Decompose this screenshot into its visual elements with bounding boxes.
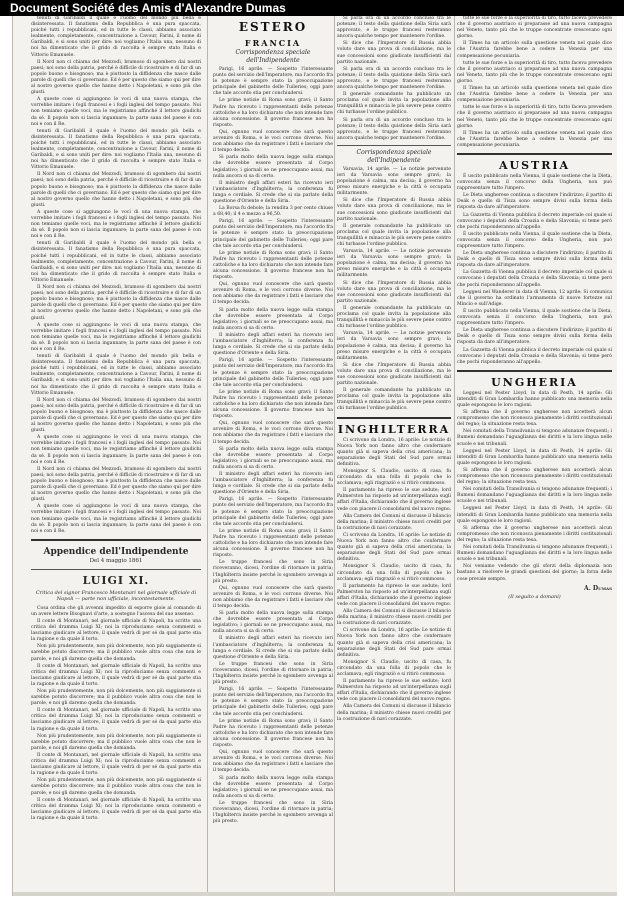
article-paragraph: Varsavia, 14 aprile. — Le notizie pervenute ieri da Varsavia sono sempre gravi; la popolazione è calma, ma decisa; il governo ha preso misure energiche e la città è occupata militarmente. (337, 249, 451, 279)
article-paragraph: Si afferma che il governo ungherese non accetterà alcun compromesso che non riconosca pienamente i diritti costituzionali del regno; la situazione resta tesa. (457, 525, 612, 543)
author-signature: A. Dumas (584, 584, 612, 592)
article-paragraph: Si dice che l'Imperatore di Russia abbia voluto dare una prova di conciliazione, ma le sue concessioni sono giudicate insufficienti dal partito nazionale. (337, 280, 451, 304)
article-paragraph: Si parla molto della nuova legge sulla stampa che dovrebbe essere presentata al Corpo legislativo; i giornali se ne preoccupano assai, ma nulla ancora si sa di certo. (213, 446, 333, 470)
article-paragraph: Le truppe francesi che sono in Siria riceveranno, dicesi, l'ordine di ritornare in patria; l'Inghilterra insiste perché lo sgombero avvenga al più presto. (213, 800, 333, 825)
article-paragraph: La Gazzetta di Vienna pubblica il decreto imperiale col quale si convocano i deputati della Croazia e della Slavonia; si teme però che pochi risponderanno all'appello. (457, 347, 612, 365)
article-paragraph: Il conte di Montanari, nel giornale ufficiale di Napoli, ha scritto una critica del dramma Luigi XI; noi la riproduciamo senza commenti e lasciamo giudicare al lettore, il quale vedrà di per sé da qual parte stia la ragione e da quale il torto. (31, 708, 201, 732)
article-paragraph: Ci scrivono da Londra, 16 aprile: Le notizie di Nuova York non fanno altro che confermare quanto già si sapeva della crisi americana; la separazione degli Stati del Sud pare ormai definitiva. (337, 437, 451, 467)
article-paragraph: Le truppe francesi che sono in Siria riceveranno, dicesi, l'ordine di ritornare in patria; l'Inghilterra insiste perché lo sgombero avvenga al più presto. (213, 661, 333, 686)
article-paragraph: Il Times ha un articolo sulla questione veneta nel quale dice che l'Austria farebbe bene a cedere la Venezia per una compensazione pecuniaria. (457, 130, 612, 148)
article-paragraph: Non più prudentemente, non più dolcemente, non più saggiamente si sarebbe potuto discorrere; ma il pubblico vuole altra cosa che non le parole, e noi gli daremo quella che domanda. (31, 778, 201, 796)
section-divider (31, 539, 201, 541)
article-paragraph: Si parla ora di un accordo concluso tra le potenze; il testo della quistione della Siria sarà approvato, e le truppe francesi resteranno ancora qualche tempo per mantenere l'ordine. (337, 117, 451, 141)
section-divider (457, 153, 612, 155)
article-paragraph: Il conte di Montanari, nel giornale ufficiale di Napoli, ha scritto una critica del dramma Luigi XI; noi la riproduciamo senza commenti e lasciamo giudicare al lettore, il quale vedrà di per sé da qual parte stia la ragione e da quale il torto. (31, 752, 201, 777)
article-paragraph: Si parla molto della nuova legge sulla stampa che dovrebbe essere presentata al Corpo legislativo; i giornali se ne preoccupano assai, ma nulla ancora si sa di certo. (213, 775, 333, 799)
article-paragraph: Si parla molto della nuova legge sulla stampa che dovrebbe essere presentata al Corpo legislativo; i giornali se ne preoccupano assai, ma nulla ancora si sa di certo. (213, 307, 333, 331)
article-paragraph: Varsavia, 14 aprile. — Le notizie pervenute ieri da Varsavia sono sempre gravi; la popolazione è calma, ma decisa; il governo ha preso misure energiche e la città è occupata militarmente. (337, 166, 451, 197)
article-paragraph: La Borsa fu debole; la rendita 3 per cento chiuse a 68,40; il 4 e mezzo a 96,50. (213, 206, 333, 218)
article-paragraph: Non più prudentemente, non più dolcemente, non più saggiamente si sarebbe potuto discorrere; ma il pubblico vuole altra cosa che non le parole, e noi gli daremo quella che domanda. (31, 644, 201, 662)
page-bottom-edge (13, 892, 617, 896)
section-divider (457, 370, 612, 372)
article-paragraph: Le prime notizie di Roma sono gravi; il Santo Padre ha ricevuto i rappresentanti delle potenze cattoliche e ha loro dichiarato che non intende fare alcuna concessione. Il governo francese non ha risposto. (213, 718, 333, 749)
article-paragraph: A queste cose si aggiungono le voci di una nuova stampa, che vorrebbe imitare i fogli francesi e i fogli inglesi del tempo passato. Noi non temiamo quelle voci, ma le registriamo affinché il lettore giudichi da sé. Il popolo non si lascia ingannare; la parte sana del paese è con noi e con il Re. (31, 209, 201, 240)
article-paragraph: Alla Camera dei Comuni si discusse il bilancio della marina; il ministro chiese nuovi crediti per la costruzione di navi corazzate. (337, 609, 451, 627)
article-paragraph: Il Times ha un articolo sulla questione veneta nel quale dice che l'Austria farebbe bene a cedere la Venezia per una compensazione pecuniaria. (457, 86, 612, 104)
francia-heading: FRANCIA (244, 38, 302, 48)
article-paragraph: A queste cose si aggiungono le voci di una nuova stampa, che vorrebbe imitare i fogli francesi e i fogli inglesi del tempo passato. Noi non temiamo quelle voci, ma le registriamo affinché il lettore giudichi da sé. Il popolo non si lascia ingannare; la parte sana del paese è con noi e con il Re. (31, 322, 201, 352)
article-paragraph: È uscito pubblicato nella Vienna, il quale sostiene che la Dieta, convocata senza il concorso della Ungheria, non può rappresentare tutto l'impero. (457, 173, 612, 192)
column-rule (334, 16, 335, 896)
article-paragraph: tutte le sue forze e la superiorità di tiro, tutto faceva prevedere che il governo austriaco si preparasse ad una nuova campagna nel Veneto, tanto più che le truppe concentrate crescevano ogni giorno. (457, 105, 612, 129)
article-paragraph: Leggesi nel Wanderer in data di Vienna, 12 aprile: Si comunica che il governo ha ordinato l'armamento di nuove fortezze sul Mincio e sull'Adige. (457, 289, 612, 307)
article-paragraph: Il generale comandante ha pubblicato un proclama col quale invita la popolazione alla tranquillità e minaccia le più severe pene contro chi turbasse l'ordine pubblico. (337, 223, 451, 247)
column-rule (454, 16, 455, 896)
divider (337, 145, 451, 146)
article-paragraph: Cosa ordina che gli avvenni impedito di esporre gioie al comando di un avere lettere Bisognavi d'arte, a sostegno l'ascesa del suo assenso. (31, 605, 201, 617)
article-paragraph: La Gazzetta di Vienna pubblica il decreto imperiale col quale si convocano i deputati della Croazia e della Slavonia; si teme però che pochi risponderanno all'appello. (457, 270, 612, 288)
article-paragraph: tenuti di Garibaldi il quale è l'uomo del mondo più bella e disinteressata. Il fanatismo della Repubblica è una pura spaccata, poiché tutti i repubblicani, ed in tutte le classi, abbiamo associato lealmente, completamente, concentrazione a Cavour, Farini, il nome di Garibaldi, e si sono uniti per dire: noi vogliamo l'Italia una, nessuno di noi ha dimenticato che il grido di raccolta è sempre stato Italia e Vittorio Emanuele. (31, 128, 201, 171)
article-paragraph: Parigi, 16 aprile. — Sospetto l'interessante punto del servizio dell'Imperatore, ma l'accordo fra le potenze è sempre stato la preoccupazione principale del gabinetto delle Tuileries; oggi pare che tale accordo stia per conchiudersi. (213, 358, 333, 388)
novel-subtitle: Critica del signor Francesco Montanari nel giornale ufficiale di Napoli — parte non ufficiale, incontestamente. (35, 589, 197, 603)
article-paragraph: Leggesi nel Pester Lloyd, in data di Pesth, 14 aprile: Gli intenditi di Gran Lombardia hanno pubblicato una memoria nella quale espongono le loro ragioni. (457, 390, 612, 408)
article-paragraph: Il generale comandante ha pubblicato un proclama col quale invita la popolazione alla tranquillità e minaccia le più severe pene contro chi turbasse l'ordine pubblico. (337, 388, 451, 412)
article-paragraph: Il generale comandante ha pubblicato un proclama col quale invita la popolazione alla tranquillità e minaccia le più severe pene contro chi turbasse l'ordine pubblico. (337, 92, 451, 116)
article-paragraph: Il conte di Montanari, nel giornale ufficiale di Napoli, ha scritto una critica del dramma Luigi XI; noi la riproduciamo senza commenti e lasciamo giudicare al lettore, il quale vedrà di per sé da qual parte stia la ragione e da quale il torto. (31, 797, 201, 821)
article-paragraph: Il Nord non ci chiama del Mezzodì, bramoso di sgombero dai nostri paesi; noi sono della patria, perché è difficile di ricostruire e di far di un popolo buono e bisognoso; ma è piuttosto la diffidenza che nasce dalle parole di quelli che ci governano. Ed è per questo che siamo qui per dire al nostro governo quello che hanno detto i Napoletani, e sono più che giusti. (31, 285, 201, 321)
article-paragraph: Il ministro degli affari esteri ha ricevuto ieri l'ambasciatore d'Inghilterra; la conferenza fu lunga e cordiale. Si crede che si sia parlato della questione d'Oriente e della Siria. (213, 180, 333, 204)
article-paragraph: Ci scrivono da Londra, 16 aprile: Le notizie di Nuova York non fanno altro che confermare quanto già si sapeva della crisi americana; la separazione degli Stati del Sud pare ormai definitiva. (337, 532, 451, 563)
article-paragraph: tenuti di Garibaldi il quale è l'uomo del mondo più bella e disinteressata. Il fanatismo della Repubblica è una pura spaccata, poiché tutti i repubblicani, ed in tutte le classi, abbiamo associato lealmente, completamente, concentrazione a Cavour, Farini, il nome di Garibaldi, e si sono uniti per dire: noi vogliamo l'Italia una, nessuno di noi ha dimenticato che il grido di raccolta è sempre stato Italia e Vittorio Emanuele. (31, 354, 201, 396)
article-paragraph: Nei comitati della Transilvania si tengono adunanze frequenti; i Rumeni domandano l'uguaglianza dei diritti e la loro lingua nelle scuole e nei tribunali. (457, 429, 612, 447)
novel-title: LUIGI XI. (82, 573, 150, 587)
article-paragraph: Leggesi nel Pester Lloyd, in data di Pesth, 14 aprile: Gli intenditi di Gran Lombardia hanno pubblicato una memoria nella quale espongono le loro ragioni. (457, 448, 612, 466)
article-paragraph: Nei comitati della Transilvania si tengono adunanze frequenti; i Rumeni domandano l'uguaglianza dei diritti e la loro lingua nelle scuole e nei tribunali. (457, 545, 612, 563)
article-paragraph: Nei comitati della Transilvania si tengono adunanze frequenti; i Rumeni domandano l'uguaglianza dei diritti e la loro lingua nelle scuole e nei tribunali. (457, 487, 612, 505)
article-paragraph: Si dice che l'Imperatore di Russia abbia voluto dare una prova di conciliazione, ma le sue concessioni sono giudicate insufficienti dal partito nazionale. (337, 41, 451, 65)
article-paragraph: Le prime notizie di Roma sono gravi; il Santo Padre ha ricevuto i rappresentanti delle potenze cattoliche e ha loro dichiarato che non intende fare alcuna concessione. Il governo francese non ha risposto. (213, 389, 333, 420)
divider (31, 569, 201, 570)
article-paragraph: Parigi, 16 aprile. — Sospetto l'interessante punto del servizio dell'Imperatore, ma l'accordo fra le potenze è sempre stato la preoccupazione principale del gabinetto delle Tuileries; oggi pare che tale accordo stia per conchiudersi. (213, 497, 333, 527)
inghilterra-heading: INGHILTERRA (337, 422, 451, 436)
article-paragraph: Il conte di Montanari, nel giornale ufficiale di Napoli, ha scritto una critica del dramma Luigi XI; noi la riproduciamo senza commenti e lasciamo giudicare al lettore, il quale vedrà di per sé da qual parte stia la ragione e da quale il torto. (31, 618, 201, 643)
article-paragraph: tenuti di Garibaldi il quale è l'uomo del mondo più bella e disinteressata. Il fanatismo della Repubblica è una pura spaccata, poiché tutti i repubblicani, ed in tutte le classi, abbiamo associato lealmente, completamente, concentrazione a Cavour, Farini, il nome di Garibaldi, e si sono uniti per dire: noi vogliamo l'Italia una, nessuno di noi ha dimenticato che il grido di raccolta è sempre stato Italia e Vittorio Emanuele. (31, 241, 201, 283)
appendice-heading: Appendice dell'Indipendente (43, 546, 189, 557)
continued-note: (Il seguito a domani) (508, 593, 561, 600)
article-paragraph: Le Dieta ungherese continua a discutere l'indirizzo; il partito di Deák e quello di Tisza sono sempre divisi sulla forma della risposta da dare all'imperatore. (457, 193, 612, 211)
article-paragraph: Le Dieta ungherese continua a discutere l'indirizzo; il partito di Deák e quello di Tisza sono sempre divisi sulla forma della risposta da dare all'imperatore. (457, 251, 612, 269)
column-4 (457, 16, 612, 896)
article-paragraph: Qui, ognuno vuol conoscere che sarà questo avvenire di Roma, e le voci corrono diverse. Noi non abbiamo che da registrare i fatti e lasciare che il tempo decida. (213, 129, 333, 154)
article-paragraph: A queste cose si aggiungono le voci di una nuova stampa, che vorrebbe imitare i fogli francesi e i fogli inglesi del tempo passato. Noi non temiamo quelle voci, ma le registriamo affinché il lettore giudichi da sé. Il popolo non si lascia ingannare; la parte sana del paese è con noi e con il Re. (31, 435, 201, 465)
article-paragraph: Il Nord non ci chiama del Mezzodì, bramoso di sgombero dai nostri paesi; noi sono della patria, perché è difficile di ricostruire e di far di un popolo buono e bisognoso; ma è piuttosto la diffidenza che nasce dalle parole di quelli che ci governano. Ed è per questo che siamo qui per dire al nostro governo quello che hanno detto i Napoletani, e sono più che giusti. (31, 397, 201, 434)
article-paragraph: Il Nord non ci chiama del Mezzodì, bramoso di sgombero dai nostri paesi; noi sono della patria, perché è difficile di ricostruire e di far di un popolo buono e bisognoso; ma è piuttosto la diffidenza che nasce dalle parole di quelli che ci governano. Ed è per questo che siamo qui per dire al nostro governo quello che hanno detto i Napoletani, e sono più che giusti. (31, 172, 201, 208)
article-paragraph: Qui, ognuno vuol conoscere che sarà questo avvenire di Roma, e le voci corrono diverse. Noi non abbiamo che da registrare i fatti e lasciare che il tempo decida. (213, 750, 333, 774)
column-3 (337, 16, 451, 896)
article-paragraph: Alla Camera dei Comuni si discusse il bilancio della marina; il ministro chiese nuovi crediti per la costruzione di navi corazzate. (337, 704, 451, 722)
article-paragraph: Si afferma che il governo ungherese non accetterà alcun compromesso che non riconosca pienamente i diritti costituzionali del regno; la situazione resta tesa. (457, 410, 612, 428)
correspondence-byline: Corrispondenza speciale dell'Indipendente (356, 148, 432, 164)
article-paragraph: Si parla ora di un accordo concluso tra le potenze; il testo della quistione della Siria sarà approvato, e le truppe francesi resteranno ancora qualche tempo per mantenere l'ordine. (337, 16, 451, 40)
article-paragraph: Il Nord non ci chiama del Mezzodì, bramoso di sgombero dai nostri paesi; noi sono della patria, perché è difficile di ricostruire e di far di un popolo buono e bisognoso; ma è piuttosto la diffidenza che nasce dalle parole di quelli che ci governano. Ed è per questo che siamo qui per dire al nostro governo quello che hanno detto i Napoletani, e sono più che giusti. (31, 59, 201, 96)
correspondence-byline: Corrispondenza speciale dell'Indipendente (235, 49, 311, 64)
article-paragraph: Le truppe francesi che sono in Siria riceveranno, dicesi, l'ordine di ritornare in patria; l'Inghilterra insiste perché lo sgombero avvenga al più presto. (213, 560, 333, 584)
article-paragraph: Le prime notizie di Roma sono gravi; il Santo Padre ha ricevuto i rappresentanti delle potenze cattoliche e ha loro dichiarato che non intende fare alcuna concessione. Il governo francese non ha risposto. (213, 98, 333, 128)
section-divider (337, 417, 451, 419)
document-watermark: Document Société des Amis d'Alexandre Dumas (0, 0, 624, 16)
newspaper-page (12, 16, 617, 896)
article-paragraph: Si dice che l'Imperatore di Russia abbia voluto dare una prova di conciliazione, ma le sue concessioni sono giudicate insufficienti dal partito nazionale. (337, 198, 451, 222)
article-paragraph: Parigi, 16 aprile. — Sospetto l'interessante punto del servizio dell'Imperatore, ma l'accordo fra le potenze è sempre stato la preoccupazione principale del gabinetto delle Tuileries; oggi pare che tale accordo stia per conchiudersi. (213, 687, 333, 717)
article-paragraph: tutte le sue forze e la superiorità di tiro, tutto faceva prevedere che il governo austriaco si preparasse ad una nuova campagna nel Veneto, tanto più che le truppe concentrate crescevano ogni giorno. (457, 60, 612, 84)
estero-heading: ESTERO (238, 20, 308, 34)
article-paragraph: Non più prudentemente, non più dolcemente, non più saggiamente si sarebbe potuto discorrere; ma il pubblico vuole altra cosa che non le parole, e noi gli daremo quella che domanda. (31, 689, 201, 707)
ungheria-heading: UNGHERIA (491, 375, 578, 389)
article-paragraph: Leggesi nel Pester Lloyd, in data di Pesth, 14 aprile: Gli intenditi di Gran Lombardia hanno pubblicato una memoria nella quale espongono le loro ragioni. (457, 506, 612, 524)
article-paragraph: Le prime notizie di Roma sono gravi; il Santo Padre ha ricevuto i rappresentanti delle potenze cattoliche e ha loro dichiarato che non intende fare alcuna concessione. Il governo francese non ha risposto. (213, 528, 333, 559)
column-2 (213, 16, 333, 896)
article-paragraph: Il parlamento ha ripreso le sue sedute; lord Palmerston ha risposto ad un'interpellanza sugli affari d'Italia, dichiarando che il governo inglese vede con piacere il consolidarsi del nuovo regno. (337, 679, 451, 703)
article-paragraph: Il Nord non ci chiama del Mezzodì, bramoso di sgombero dai nostri paesi; noi sono della patria, perché è difficile di ricostruire e di far di un popolo buono e bisognoso; ma è piuttosto la diffidenza che nasce dalle parole di quelli che ci governano. Ed è per questo che siamo qui per dire al nostro governo quello che hanno detto i Napoletani, e sono più che giusti. (31, 466, 201, 503)
article-paragraph: Non più prudentemente, non più dolcemente, non più saggiamente si sarebbe potuto discorrere; ma il pubblico vuole altra cosa che non le parole, e noi gli daremo quella che domanda. (31, 733, 201, 751)
article-paragraph: Ci scrivono da Londra, 16 aprile: Le notizie di Nuova York non fanno altro che confermare quanto già si sapeva della crisi americana; la separazione degli Stati del Sud pare ormai definitiva. (337, 628, 451, 658)
article-paragraph: Si afferma che il governo ungherese non accetterà alcun compromesso che non riconosca pienamente i diritti costituzionali del regno; la situazione resta tesa. (457, 467, 612, 486)
article-paragraph: È uscito pubblicato nella Vienna, il quale sostiene che la Dieta, convocata senza il concorso della Ungheria, non può rappresentare tutto l'impero. (457, 231, 612, 249)
article-paragraph: Il conte di Montanari, nel giornale ufficiale di Napoli, ha scritto una critica del dramma Luigi XI; noi la riproduciamo senza commenti e lasciamo giudicare al lettore, il quale vedrà di per sé da qual parte stia la ragione e da quale il torto. (31, 663, 201, 687)
article-paragraph: Si dice che l'Imperatore di Russia abbia voluto dare una prova di conciliazione, ma le sue concessioni sono giudicate insufficienti dal partito nazionale. (337, 362, 451, 387)
article-paragraph: Si parla molto della nuova legge sulla stampa che dovrebbe essere presentata al Corpo legislativo; i giornali se ne preoccupano assai, ma nulla ancora si sa di certo. (213, 155, 333, 179)
article-paragraph: Qui, ognuno vuol conoscere che sarà questo avvenire di Roma, e le voci corrono diverse. Noi non abbiamo che da registrare i fatti e lasciare che il tempo decida. (213, 282, 333, 306)
article-paragraph: Parigi, 16 aprile. — Sospetto l'interessante punto del servizio dell'Imperatore, ma l'accordo fra le potenze è sempre stato la preoccupazione principale del gabinetto delle Tuileries; oggi pare che tale accordo stia per conchiudersi. (213, 67, 333, 97)
article-paragraph: La Gazzetta di Vienna pubblica il decreto imperiale col quale si convocano i deputati della Croazia e della Slavonia; si teme però che pochi risponderanno all'appello. (457, 212, 612, 230)
austria-heading: AUSTRIA (498, 158, 571, 172)
article-paragraph: Qui, ognuno vuol conoscere che sarà questo avvenire di Roma, e le voci corrono diverse. Noi non abbiamo che da registrare i fatti e lasciare che il tempo decida. (213, 421, 333, 445)
article-paragraph: Il ministro degli affari esteri ha ricevuto ieri l'ambasciatore d'Inghilterra; la conferenza fu lunga e cordiale. Si crede che si sia parlato della questione d'Oriente e della Siria. (213, 472, 333, 496)
article-paragraph: Il parlamento ha ripreso le sue sedute; lord Palmerston ha risposto ad un'interpellanza sugli affari d'Italia, dichiarando che il governo inglese vede con piacere il consolidarsi del nuovo regno. (337, 488, 451, 512)
column-rule (207, 16, 208, 896)
article-paragraph: Varsavia, 14 aprile. — Le notizie pervenute ieri da Varsavia sono sempre gravi; la popolazione è calma, ma decisa; il governo ha preso misure energiche e la città è occupata militarmente. (337, 331, 451, 361)
article-paragraph: tutte le sue forze e la superiorità di tiro, tutto faceva prevedere che il governo austriaco si preparasse ad una nuova campagna nel Veneto, tanto più che le truppe concentrate crescevano ogni giorno. (457, 16, 612, 40)
article-paragraph: A queste cose si aggiungono le voci di una nuova stampa, che vorrebbe imitare i fogli francesi e i fogli inglesi del tempo passato. Noi non temiamo quelle voci, ma le registriamo affinché il lettore giudichi da sé. Il popolo non si lascia ingannare; la parte sana del paese è con noi e con il Re. (31, 97, 201, 127)
article-paragraph: Qui, ognuno vuol conoscere che sarà questo avvenire di Roma, e le voci corrono diverse. Noi non abbiamo che da registrare i fatti e lasciare che il tempo decida. (213, 585, 333, 609)
article-paragraph: Il ministro degli affari esteri ha ricevuto ieri l'ambasciatore d'Inghilterra; la conferenza fu lunga e cordiale. Si crede che si sia parlato della questione d'Oriente e della Siria. (213, 636, 333, 660)
article-paragraph: Il parlamento ha ripreso le sue sedute; lord Palmerston ha risposto ad un'interpellanza sugli affari d'Italia, dichiarando che il governo inglese vede con piacere il consolidarsi del nuovo regno. (337, 583, 451, 607)
article-paragraph: Il generale comandante ha pubblicato un proclama col quale invita la popolazione alla tranquillità e minaccia le più severe pene contro chi turbasse l'ordine pubblico. (337, 305, 451, 330)
article-paragraph: Il ministro degli affari esteri ha ricevuto ieri l'ambasciatore d'Inghilterra; la conferenza fu lunga e cordiale. Si crede che si sia parlato della questione d'Oriente e della Siria. (213, 332, 333, 357)
article-paragraph: Monsignor S. Claudio, uscito di casa, fu circondato da una folla di popolo che lo acclamava; egli ringraziò e si ritirò commosso. (337, 659, 451, 677)
article-paragraph: tenuti di Garibaldi il quale è l'uomo del mondo più bella e disinteressata. Il fanatismo della Repubblica è una pura spaccata, poiché tutti i repubblicani, ed in tutte le classi, abbiamo associato lealmente, completamente, concentrazione a Cavour, Farini, il nome di Garibaldi, e si sono uniti per dire: noi vogliamo l'Italia una, nessuno di noi ha dimenticato che il grido di raccolta è sempre stato Italia e Vittorio Emanuele. (31, 16, 201, 58)
article-paragraph: Parigi, 16 aprile. — Sospetto l'interessante punto del servizio dell'Imperatore, ma l'accordo fra le potenze è sempre stato la preoccupazione principale del gabinetto delle Tuileries; oggi pare che tale accordo stia per conchiudersi. (213, 219, 333, 249)
article-paragraph: Monsignor S. Claudio, uscito di casa, fu circondato da una folla di popolo che lo acclamava; egli ringraziò e si ritirò commosso. (337, 564, 451, 582)
article-paragraph: Si parla ora di un accordo concluso tra le potenze; il testo della quistione della Siria sarà approvato, e le truppe francesi resteranno ancora qualche tempo per mantenere l'ordine. (337, 66, 451, 91)
article-paragraph: Le Dieta ungherese continua a discutere l'indirizzo; il partito di Deák e quello di Tisza sono sempre divisi sulla forma della risposta da dare all'imperatore. (457, 328, 612, 346)
appendice-date: Del 4 maggio 1861 (89, 557, 143, 564)
article-paragraph: Il Times ha un articolo sulla questione veneta nel quale dice che l'Austria farebbe bene a cedere la Venezia per una compensazione pecuniaria. (457, 41, 612, 59)
article-paragraph: A queste cose si aggiungono le voci di una nuova stampa, che vorrebbe imitare i fogli francesi e i fogli inglesi del tempo passato. Noi non temiamo quelle voci, ma le registriamo affinché il lettore giudichi da sé. Il popolo non si lascia ingannare; la parte sana del paese è con noi e con il Re. (31, 504, 201, 534)
article-paragraph: Noi veniamo vedendo che gli sforzi della diplomazia non bastano a risolvere le grandi questioni del giorno; la forza delle cose prevale sempre. (457, 564, 612, 582)
column-1 (31, 16, 201, 896)
article-paragraph: Alla Camera dei Comuni si discusse il bilancio della marina; il ministro chiese nuovi crediti per la costruzione di navi corazzate. (337, 513, 451, 531)
article-paragraph: Si parla molto della nuova legge sulla stampa che dovrebbe essere presentata al Corpo legislativo; i giornali se ne preoccupano assai, ma nulla ancora si sa di certo. (213, 611, 333, 635)
article-paragraph: Le prime notizie di Roma sono gravi; il Santo Padre ha ricevuto i rappresentanti delle potenze cattoliche e ha loro dichiarato che non intende fare alcuna concessione. Il governo francese non ha risposto. (213, 250, 333, 281)
article-paragraph: È uscito pubblicato nella Vienna, il quale sostiene che la Dieta, convocata senza il concorso della Ungheria, non può rappresentare tutto l'impero. (457, 308, 612, 327)
article-paragraph: Monsignor S. Claudio, uscito di casa, fu circondato da una folla di popolo che lo acclamava; egli ringraziò e si ritirò commosso. (337, 469, 451, 487)
